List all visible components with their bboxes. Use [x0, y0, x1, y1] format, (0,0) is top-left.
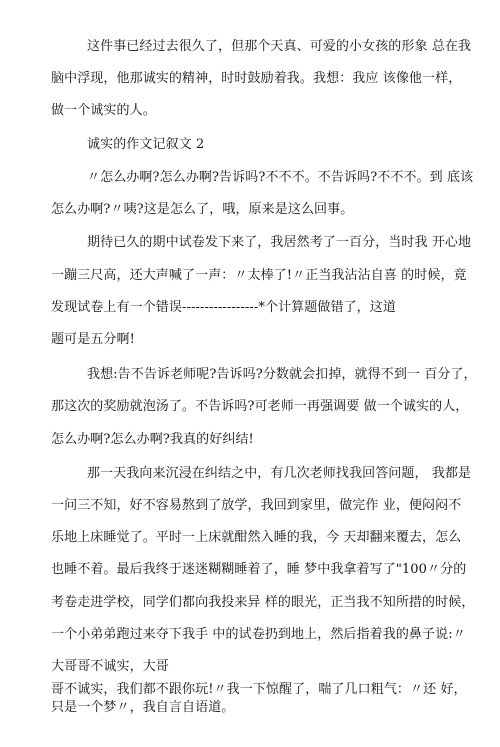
- text-line-19: 一个小弟弟跑过来夺下我手 中的试卷扔到地上，然后指着我的鼻子说:〃: [51, 627, 466, 642]
- text-line-15: 一问三不知，好不容易熬到了放学，我回到家里，做完作 业，便闷闷不: [51, 498, 462, 513]
- text-line-12: 那这次的奖励就泡汤了。不告诉吗?可老师一再强调要 做一个诚实的人，: [51, 399, 469, 414]
- text-line-21: 哥不诚实，我们都不跟你玩!〃我一下惊醒了，喘了几口粗气：〃还 好，: [51, 682, 467, 697]
- text-line-1: 这件事已经过去很久了，但那个天真、可爱的小女孩的形象 总在我: [87, 39, 472, 54]
- text-line-13: 怎么办啊?怎么办啊?我真的好纠结!: [51, 432, 254, 447]
- text-line-2: 脑中浮现，他那诚实的精神，时时鼓励着我。我想：我应 该像他一样，: [51, 71, 462, 86]
- text-line-9: 发现试卷上有一个错误-----------------*个计算题做错了，这道: [51, 300, 396, 315]
- text-line-3: 做一个诚实的人。: [51, 103, 156, 118]
- text-line-16: 乐地上床睡觉了。平时一上床就酣然入睡的我，今 天却翻来覆去，怎么: [51, 530, 462, 545]
- text-line-22: 只是一个梦〃，我自言自语道。: [51, 700, 235, 715]
- text-line-14: 那一天我向来沉浸在纠结之中，有几次老师找我回答问题， 我都是: [87, 466, 472, 481]
- text-line-7: 期待已久的期中试卷发下来了，我居然考了一百分，当时我 开心地: [87, 235, 472, 250]
- text-line-5: 〃怎么办啊?怎么办啊?告诉吗?不不不。不告诉吗?不不不。到 底该: [87, 170, 474, 185]
- text-line-20: 大哥哥不诚实，大哥: [51, 659, 169, 674]
- text-line-17: 也睡不着。最后我终于迷迷糊糊睡着了，睡 梦中我拿着写了"100〃分的: [51, 562, 467, 577]
- text-line-18: 考卷走进学校，同学们都向我投来异 样的眼光，正当我不知所措的时候，: [51, 595, 475, 610]
- text-line-11: 我想:告不告诉老师呢?告诉吗?分数就会扣掉，就得不到一 百分了，: [87, 367, 477, 382]
- text-line-8: 一蹦三尺高，还大声喊了一声：〃太棒了!〃正当我沾沾自喜 的时候，竟: [51, 268, 467, 283]
- text-line-10: 题可是五分啊!: [51, 332, 135, 347]
- text-line-6: 怎么办啊?〃咦?这是怎么了，哦，原来是这么回事。: [51, 202, 354, 217]
- section-heading: 诚实的作文记叙文 2: [87, 137, 205, 152]
